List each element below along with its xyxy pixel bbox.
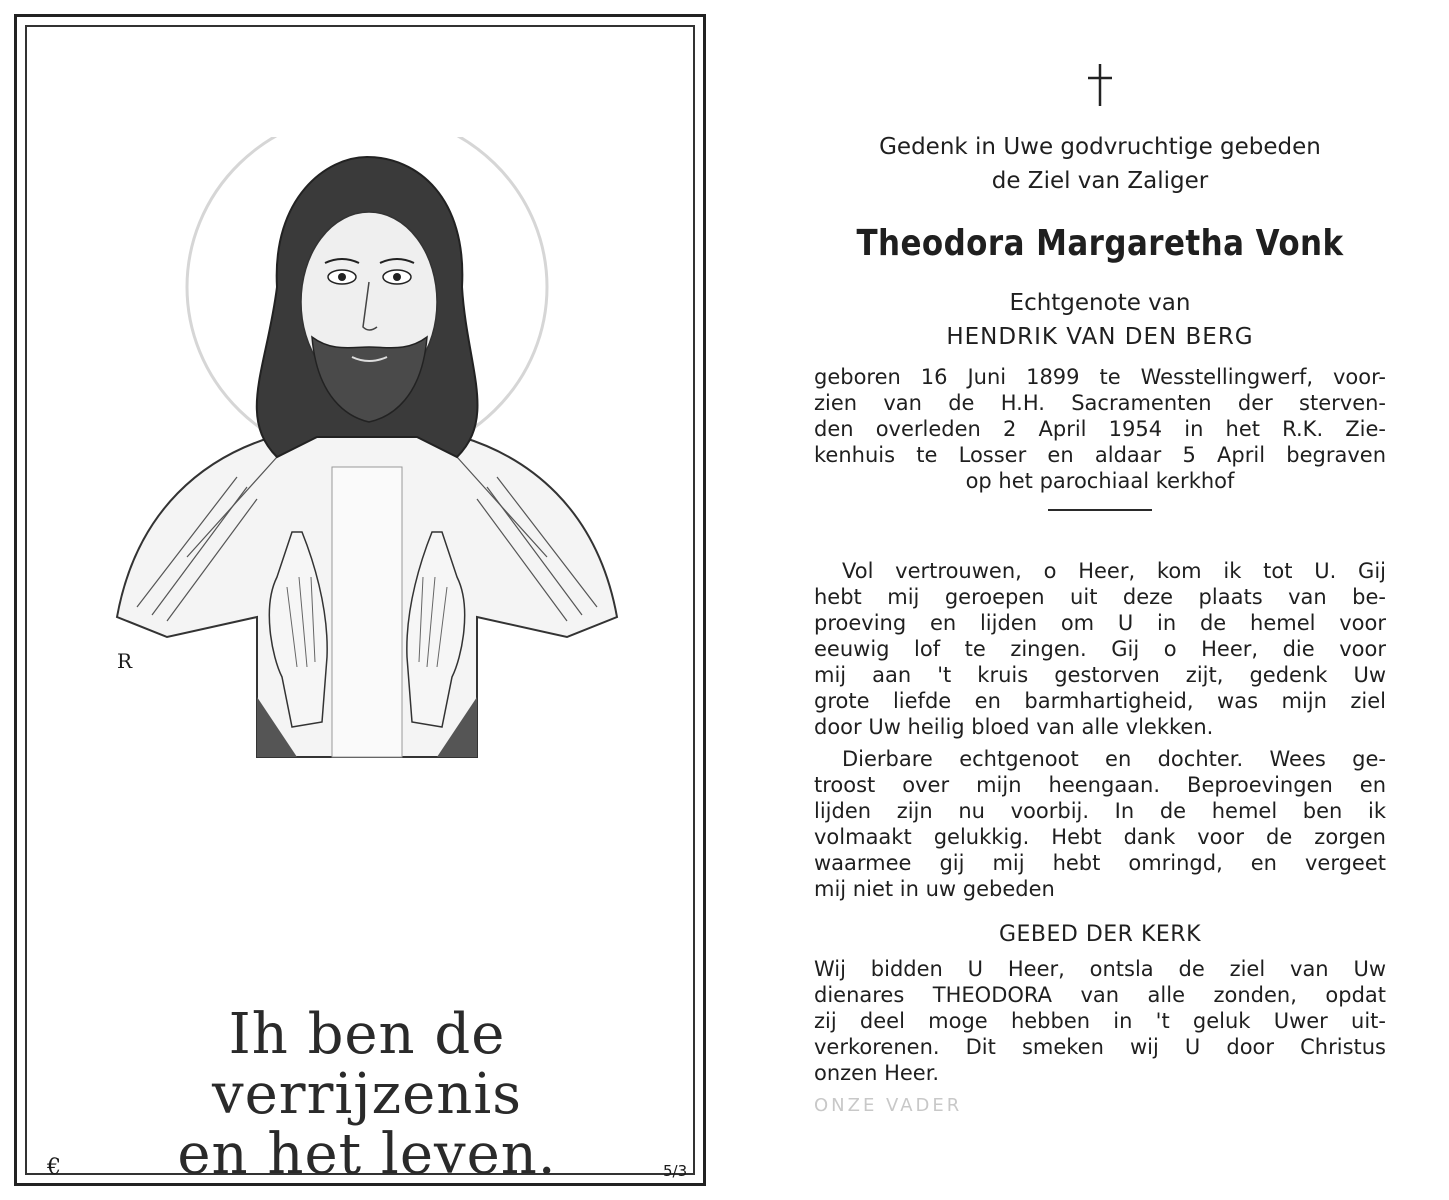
biography-paragraph	[814, 364, 1386, 494]
farewell-paragraph-1	[814, 558, 1386, 740]
motto-line-1: Ih ben de verrijzenis	[212, 1002, 522, 1127]
text-line: hebt mij geroepen uit deze plaats van be-	[814, 585, 1386, 609]
motto-text	[87, 1002, 647, 1187]
text-line: eeuwig lof te zingen. Gij o Heer, die voor	[814, 637, 1386, 661]
text-line: door Uw heilig bloed van alle vlekken.	[814, 715, 1214, 739]
faded-footer-text: ONZE VADER	[814, 1095, 963, 1116]
text-line: lijden zijn nu voorbij. In de hemel ben ik	[814, 799, 1386, 823]
text-line: troost over mijn heengaan. Beproevingen en	[814, 773, 1386, 797]
text-line: mij aan 't kruis gestorven zijt, gedenk Uw	[814, 663, 1386, 687]
intro-line-2: de Ziel van Zaliger	[991, 168, 1209, 194]
bio-line: kenhuis te Losser en aldaar 5 April begraven	[814, 443, 1386, 467]
text-line: proeving en lijden om U in de hemel voor	[814, 611, 1386, 635]
memorial-text-card	[800, 40, 1400, 1120]
bio-line: geboren 16 Juni 1899 te Wesstellingwerf, voor-	[814, 365, 1386, 389]
cross-icon	[1080, 40, 1120, 110]
text-line: mij niet in uw gebeden	[814, 877, 1055, 901]
print-code: 5/3	[663, 1162, 688, 1180]
bio-line: den overleden 2 April 1954 in het R.K. Zie-	[814, 417, 1386, 441]
divider-rule	[1048, 509, 1152, 511]
bio-line: zien van de H.H. Sacramenten der sterven-	[814, 391, 1386, 415]
farewell-paragraph-2	[814, 746, 1386, 902]
text-line: waarmee gij mij hebt omringd, en vergeet	[814, 851, 1386, 875]
spouse-label: Echtgenote van	[1009, 290, 1191, 316]
bio-line: op het parochiaal kerkhof	[965, 469, 1235, 493]
motto-line-2: en het leven.	[177, 1122, 557, 1187]
spouse-name: HENDRIK VAN DEN BERG	[946, 324, 1254, 350]
text-line: dienares THEODORA van alle zonden, opdat	[814, 983, 1386, 1007]
artist-monogram: R	[117, 649, 133, 673]
church-prayer-paragraph	[814, 956, 1386, 1086]
intro-line-1: Gedenk in Uwe godvruchtige gebeden	[879, 134, 1321, 160]
text-line: onzen Heer.	[814, 1061, 940, 1085]
prayer-heading: GEBED DER KERK	[998, 922, 1202, 947]
text-line: Vol vertrouwen, o Heer, kom ik tot U. Gij	[842, 559, 1386, 583]
christ-portrait-illustration	[97, 137, 637, 777]
text-line: volmaakt gelukkig. Hebt dank voor de zorgen	[814, 825, 1386, 849]
printer-mark: €	[47, 1155, 61, 1180]
text-line: zij deel moge hebben in 't geluk Uwer uit-	[814, 1009, 1386, 1033]
text-line: Dierbare echtgenoot en dochter. Wees ge-	[842, 747, 1386, 771]
deceased-name: Theodora Margaretha Vonk	[856, 223, 1344, 264]
text-line: grote liefde en barmhartigheid, was mijn ziel	[814, 689, 1386, 713]
devotional-image-card	[14, 14, 706, 1186]
text-line: Wij bidden U Heer, ontsla de ziel van Uw	[814, 957, 1386, 981]
text-line: verkorenen. Dit smeken wij U door Christus	[814, 1035, 1386, 1059]
